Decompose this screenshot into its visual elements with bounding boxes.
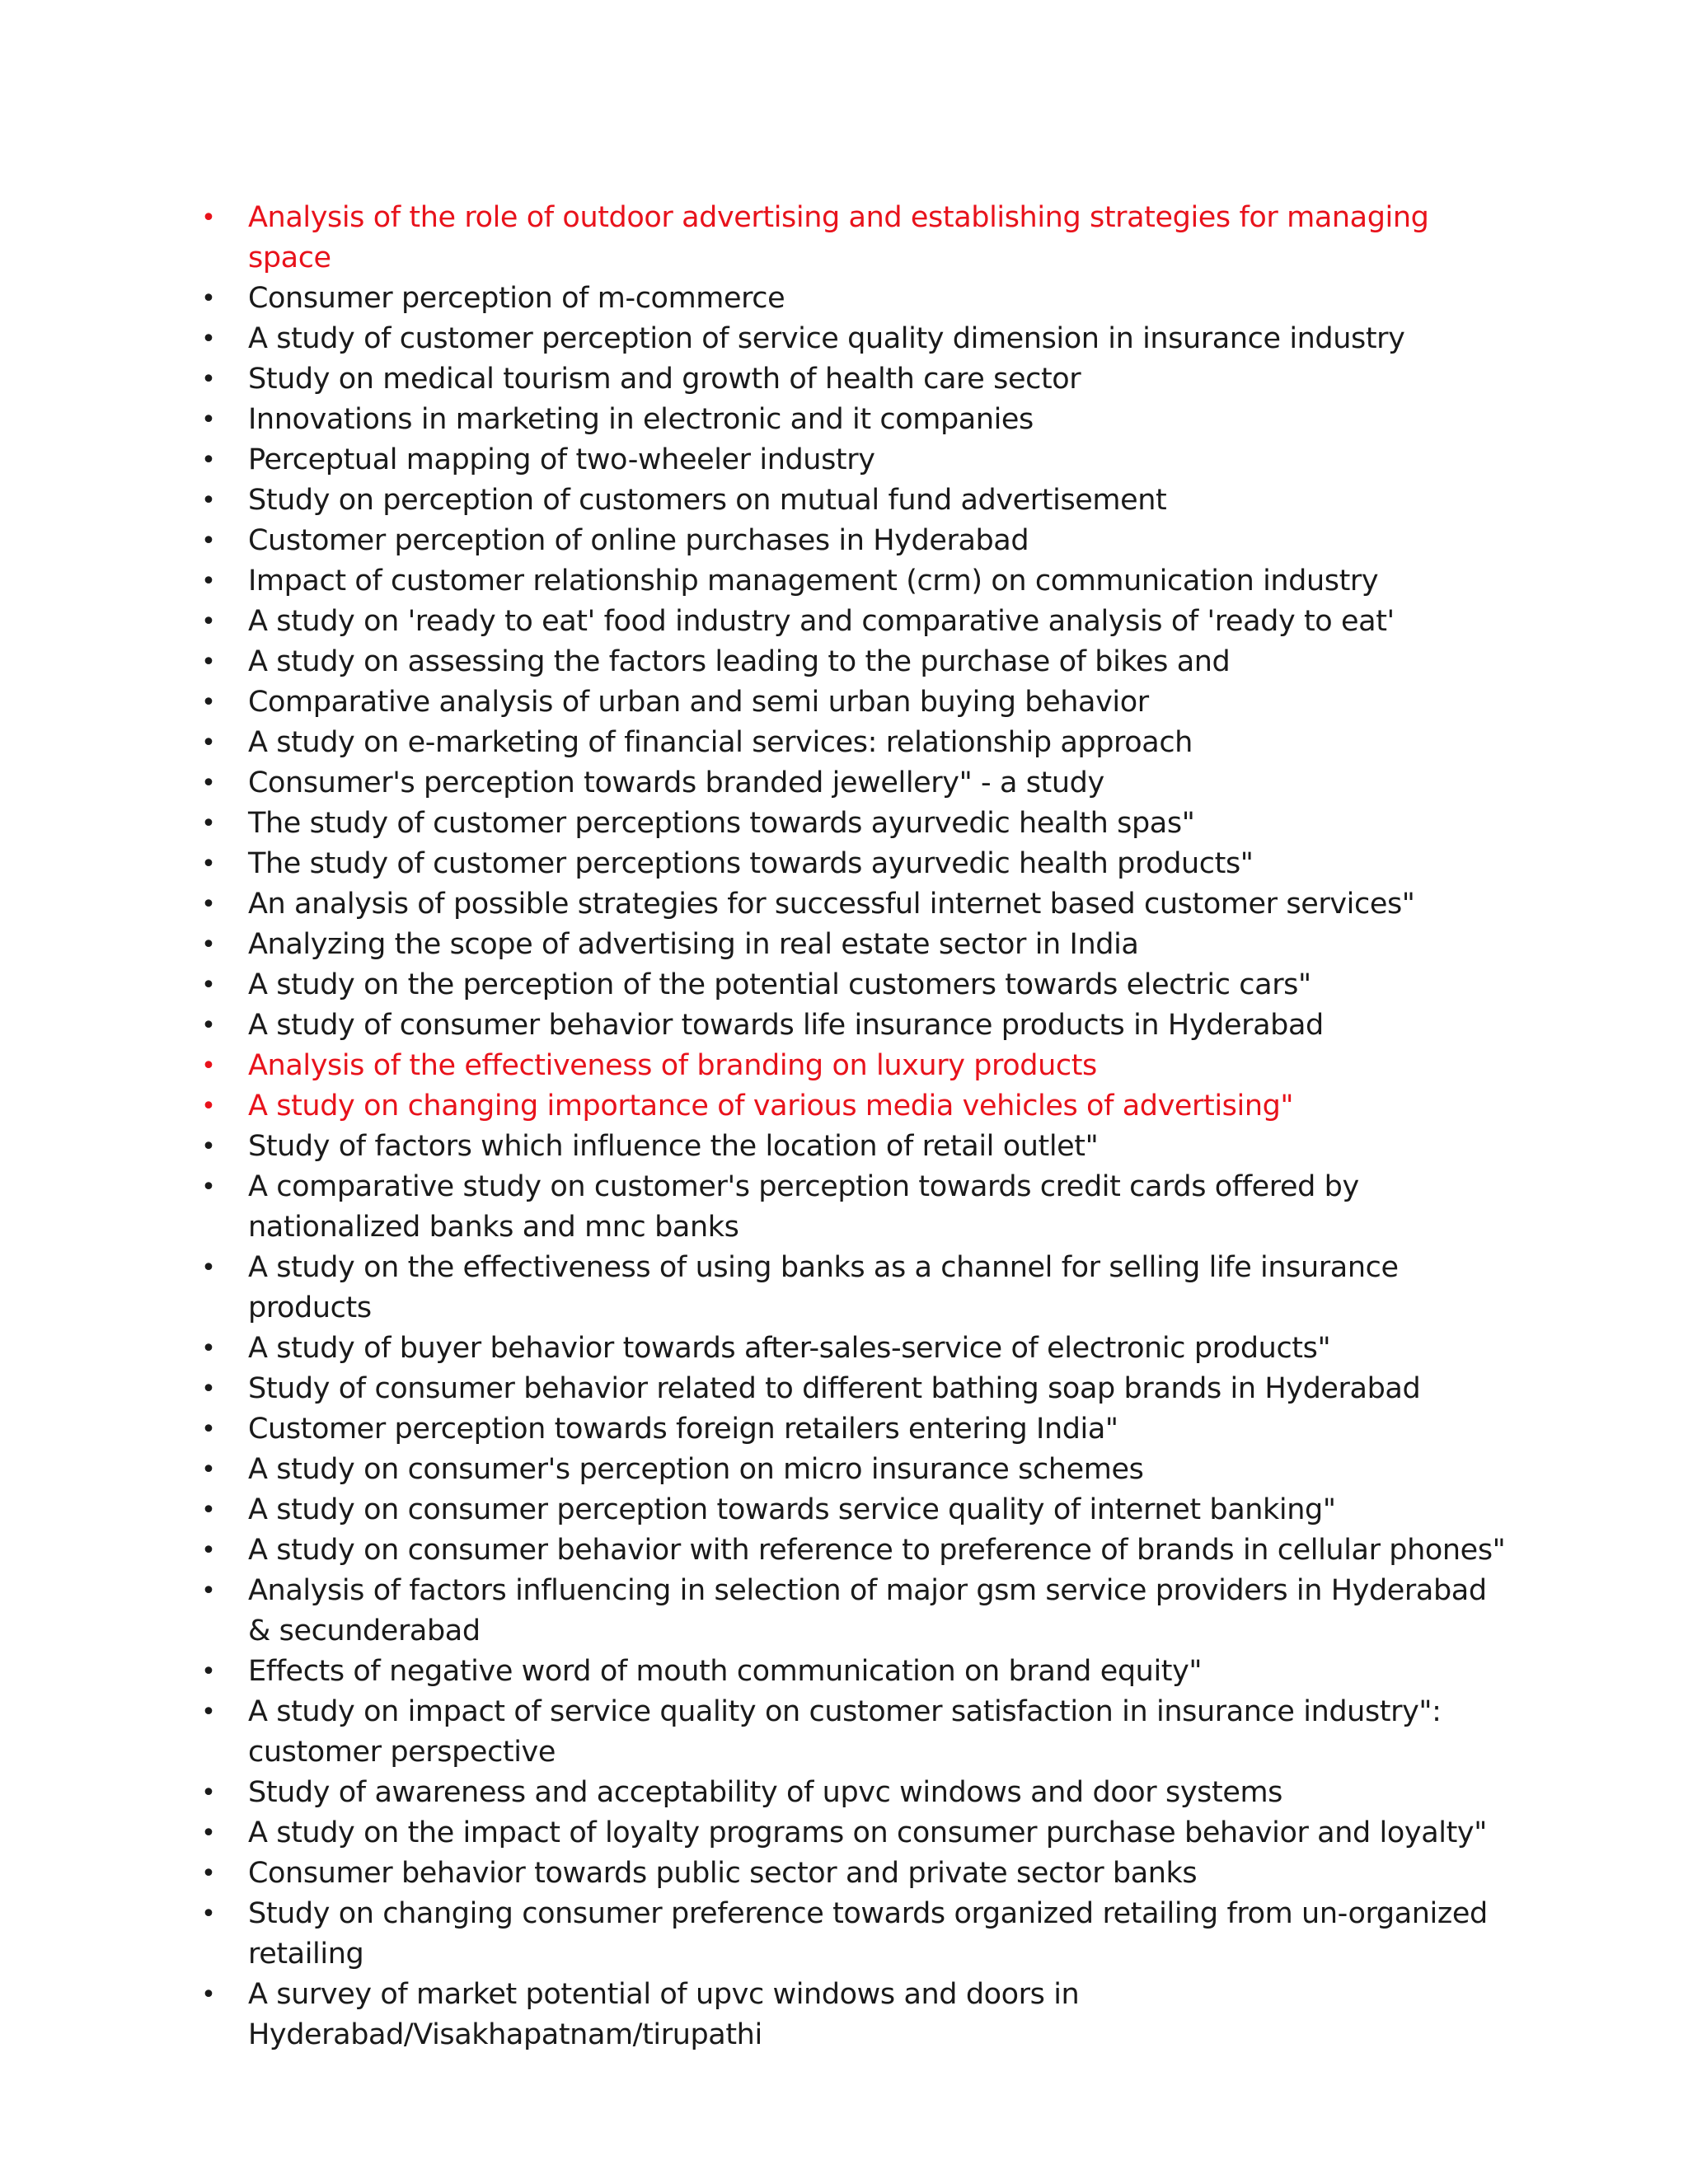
list-item	[192, 1046, 1511, 1086]
list-item	[192, 1571, 1511, 1652]
bullet-icon: •	[201, 1455, 216, 1484]
list-item	[192, 763, 1511, 804]
list-item	[192, 1530, 1511, 1571]
bullet-icon: •	[201, 930, 216, 959]
bullet-icon: •	[201, 1577, 216, 1605]
list-item	[192, 965, 1511, 1005]
bullet-icon: •	[201, 527, 216, 555]
bullet-icon: •	[201, 769, 216, 798]
bullet-icon: •	[201, 567, 216, 596]
bullet-icon: •	[201, 325, 216, 354]
bullet-icon: •	[201, 1859, 216, 1888]
list-item	[192, 682, 1511, 723]
list-item	[192, 1773, 1511, 1813]
list-item-text: A comparative study on customer's perception towards credit cards offered by nationalized banks and mnc banks	[248, 1170, 1359, 1244]
bullet-icon: •	[201, 1092, 216, 1121]
bullet-icon: •	[201, 204, 216, 232]
list-item	[192, 1248, 1511, 1329]
bullet-icon: •	[201, 486, 216, 515]
bullet-icon: •	[201, 971, 216, 1000]
list-item-text: Study on changing consumer preference towards organized retailing from un-organized retailing	[248, 1897, 1488, 1971]
list-item	[192, 925, 1511, 965]
list-item-text: A study on e-marketing of financial services: relationship approach	[248, 726, 1193, 759]
list-item-text: Consumer behavior towards public sector and private sector banks	[248, 1857, 1198, 1890]
list-item-text: Study on medical tourism and growth of health care sector	[248, 363, 1081, 396]
list-item	[192, 1854, 1511, 1894]
bullet-icon: •	[201, 850, 216, 879]
bullet-icon: •	[201, 1698, 216, 1727]
list-item-text: Analysis of the role of outdoor advertising and establishing strategies for managing space	[248, 201, 1429, 274]
list-item	[192, 1086, 1511, 1127]
list-item	[192, 1005, 1511, 1046]
list-item-text: Analysis of the effectiveness of branding on luxury products	[248, 1049, 1097, 1082]
list-item	[192, 1894, 1511, 1975]
list-item	[192, 1329, 1511, 1369]
list-item-text: Effects of negative word of mouth communication on brand equity"	[248, 1655, 1203, 1688]
bullet-icon: •	[201, 284, 216, 313]
bullet-icon: •	[201, 607, 216, 636]
list-item	[192, 1813, 1511, 1854]
bullet-icon: •	[201, 1496, 216, 1525]
bullet-icon: •	[201, 446, 216, 475]
bullet-icon: •	[201, 809, 216, 838]
list-item	[192, 1369, 1511, 1409]
list-item	[192, 400, 1511, 440]
list-item-text: Perceptual mapping of two-wheeler industry	[248, 443, 875, 476]
list-item-text: Innovations in marketing in electronic and it companies	[248, 403, 1034, 436]
bullet-icon: •	[201, 1173, 216, 1202]
list-item-text: Analysis of factors influencing in selection of major gsm service providers in Hyderabad & secunderabad	[248, 1574, 1487, 1647]
list-item	[192, 521, 1511, 561]
list-item-text: Customer perception towards foreign retailers entering India"	[248, 1413, 1118, 1446]
list-item	[192, 723, 1511, 763]
bullet-icon: •	[201, 729, 216, 757]
bullet-icon: •	[201, 1415, 216, 1444]
list-item-text: A study on consumer perception towards service quality of internet banking"	[248, 1493, 1336, 1526]
list-item-text: Study of consumer behavior related to different bathing soap brands in Hyderabad	[248, 1372, 1421, 1405]
list-item-text: Analyzing the scope of advertising in real estate sector in India	[248, 928, 1139, 961]
list-item-text: Study of awareness and acceptability of upvc windows and door systems	[248, 1776, 1282, 1809]
list-item-text: The study of customer perceptions towards ayurvedic health spas"	[248, 807, 1195, 840]
list-item-text: A study on changing importance of various media vehicles of advertising"	[248, 1090, 1294, 1122]
bullet-icon: •	[201, 1657, 216, 1686]
list-item-text: A study on consumer behavior with reference to preference of brands in cellular phones"	[248, 1534, 1506, 1567]
list-item-text: Customer perception of online purchases in Hyderabad	[248, 524, 1029, 557]
list-item	[192, 1692, 1511, 1773]
list-item	[192, 642, 1511, 682]
bullet-icon: •	[201, 648, 216, 677]
bullet-icon: •	[201, 1254, 216, 1282]
list-item-text: Consumer's perception towards branded jewellery" - a study	[248, 766, 1104, 799]
bullet-icon: •	[201, 365, 216, 394]
list-item-text: Study on perception of customers on mutual fund advertisement	[248, 484, 1167, 517]
list-item	[192, 1167, 1511, 1248]
list-item-text: The study of customer perceptions towards ayurvedic health products"	[248, 847, 1254, 880]
list-item-text: Comparative analysis of urban and semi urban buying behavior	[248, 686, 1149, 719]
list-item	[192, 440, 1511, 480]
bullet-icon: •	[201, 1980, 216, 2009]
list-item	[192, 602, 1511, 642]
list-item-text: Impact of customer relationship management (crm) on communication industry	[248, 565, 1379, 598]
list-item	[192, 561, 1511, 602]
bullet-icon: •	[201, 1375, 216, 1404]
bullet-icon: •	[201, 688, 216, 717]
list-item	[192, 804, 1511, 844]
list-item-text: A survey of market potential of upvc windows and doors in Hyderabad/Visakhapatnam/tirupathi	[248, 1978, 1080, 2051]
list-item	[192, 1652, 1511, 1692]
list-item-text: A study on the effectiveness of using banks as a channel for selling life insurance products	[248, 1251, 1399, 1324]
list-item	[192, 319, 1511, 359]
list-item-text: A study on consumer's perception on micro insurance schemes	[248, 1453, 1144, 1486]
list-item-text: A study on 'ready to eat' food industry and comparative analysis of 'ready to eat'	[248, 605, 1395, 638]
list-item	[192, 198, 1511, 279]
bullet-icon: •	[201, 1819, 216, 1848]
list-item-text: A study on the perception of the potential customers towards electric cars"	[248, 968, 1311, 1001]
list-item-text: Study of factors which influence the location of retail outlet"	[248, 1130, 1099, 1163]
list-item	[192, 1127, 1511, 1167]
topic-list	[192, 198, 1511, 2055]
list-item	[192, 884, 1511, 925]
list-item	[192, 279, 1511, 319]
bullet-icon: •	[201, 1900, 216, 1929]
list-item	[192, 1490, 1511, 1530]
list-item-text: A study on assessing the factors leading to the purchase of bikes and	[248, 645, 1231, 678]
list-item-text: Consumer perception of m-commerce	[248, 282, 785, 315]
bullet-icon: •	[201, 1011, 216, 1040]
list-item	[192, 480, 1511, 521]
list-item-text: A study on impact of service quality on customer satisfaction in insurance industry": customer perspective	[248, 1695, 1442, 1769]
list-item	[192, 1409, 1511, 1450]
bullet-icon: •	[201, 405, 216, 434]
list-item-text: A study of consumer behavior towards life insurance products in Hyderabad	[248, 1009, 1324, 1042]
bullet-icon: •	[201, 1132, 216, 1161]
bullet-icon: •	[201, 1052, 216, 1080]
list-item-text: A study of buyer behavior towards after-sales-service of electronic products"	[248, 1332, 1331, 1365]
list-item-text: A study of customer perception of service quality dimension in insurance industry	[248, 322, 1405, 355]
list-item	[192, 1975, 1511, 2055]
list-item-text: An analysis of possible strategies for successful internet based customer services"	[248, 888, 1415, 921]
list-item	[192, 359, 1511, 400]
bullet-icon: •	[201, 1334, 216, 1363]
list-item-text: A study on the impact of loyalty programs on consumer purchase behavior and loyalty"	[248, 1816, 1487, 1849]
list-item	[192, 1450, 1511, 1490]
bullet-icon: •	[201, 1779, 216, 1807]
bullet-icon: •	[201, 1536, 216, 1565]
bullet-icon: •	[201, 890, 216, 919]
list-item	[192, 844, 1511, 884]
